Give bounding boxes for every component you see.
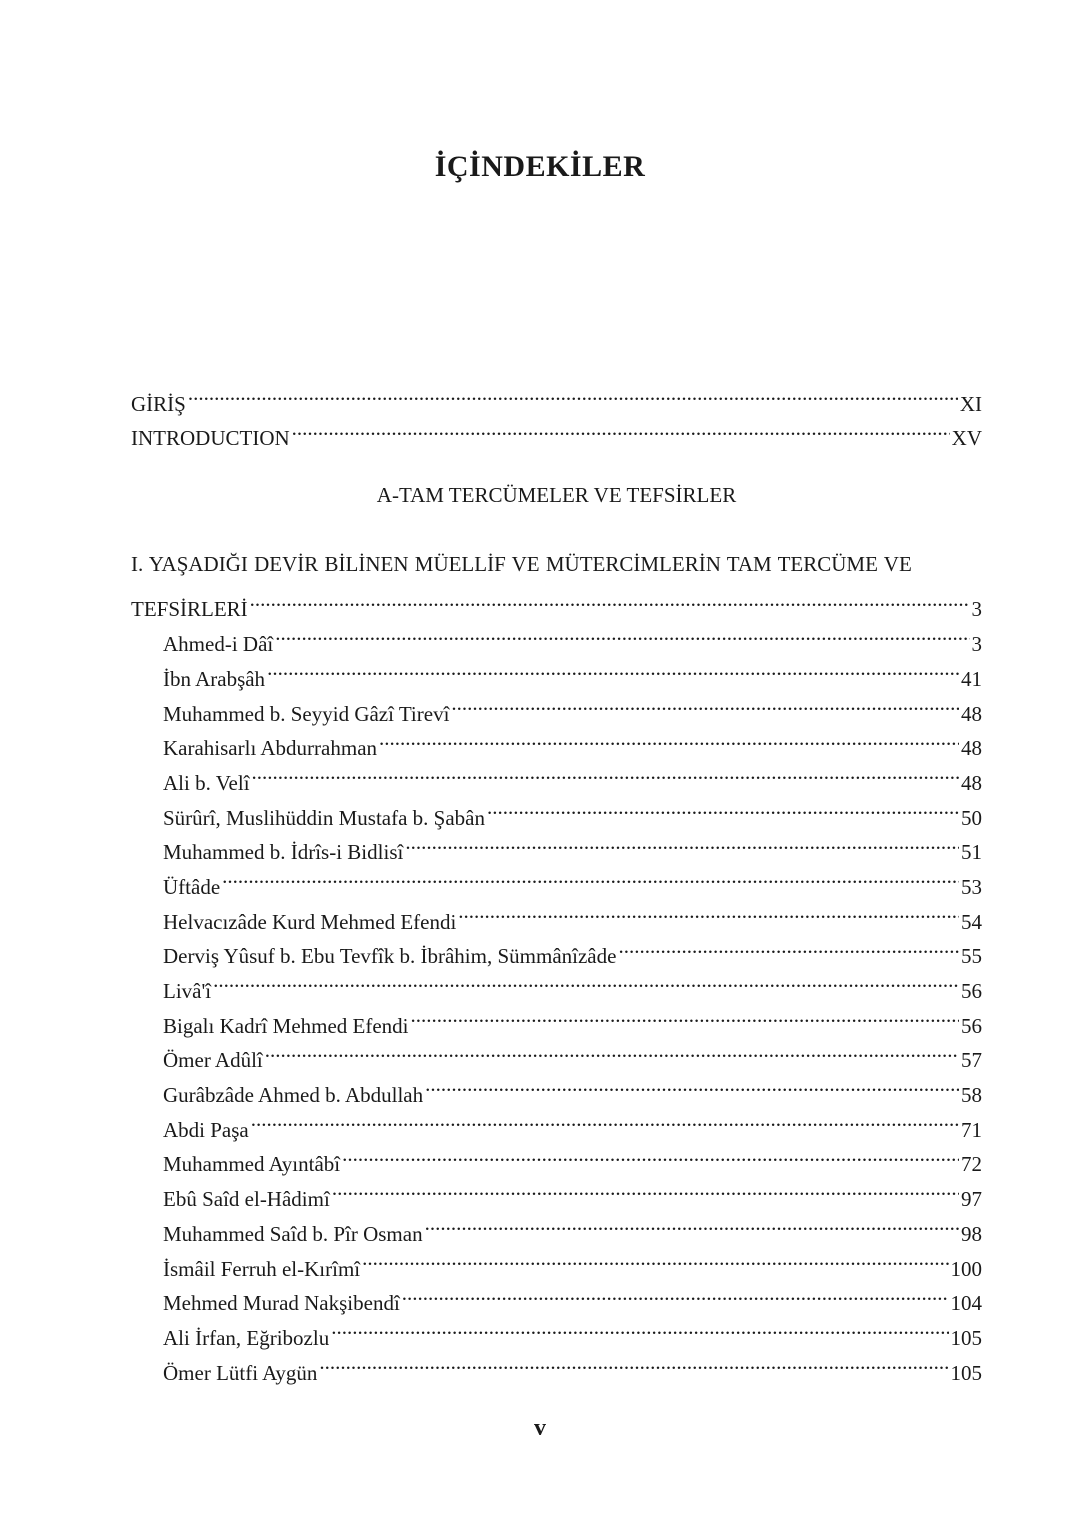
toc-entry-page: 48 (961, 770, 982, 795)
toc-entry[interactable] (131, 790, 982, 830)
dot-leader (252, 755, 959, 790)
dot-leader (379, 721, 959, 756)
dot-leader (411, 998, 959, 1033)
toc-entry-page: 71 (961, 1117, 982, 1142)
toc-entry-label: Ömer Adûlî (163, 1048, 263, 1073)
toc-entry-label: İsmâil Ferruh el-Kırîmî (163, 1256, 361, 1281)
dot-leader (487, 790, 959, 825)
toc-entry-label: Ali b. Velî (163, 770, 250, 795)
toc-entry[interactable] (131, 894, 982, 934)
dot-leader (451, 686, 959, 721)
dot-leader (458, 894, 959, 929)
dot-leader (331, 1310, 948, 1345)
toc-entry-introduction[interactable] (131, 411, 982, 451)
dot-leader (319, 1345, 948, 1380)
dot-leader (425, 1206, 959, 1241)
toc-entry-page: 41 (961, 666, 982, 691)
toc-entry-label: Mehmed Murad Nakşibendî (163, 1291, 400, 1316)
dot-leader (342, 1137, 959, 1172)
toc-entry-label: Sürûrî, Muslihüddin Mustafa b. Şabân (163, 805, 485, 830)
toc-entry-page: 58 (961, 1083, 982, 1108)
toc-entry-label: İbn Arabşâh (163, 666, 266, 691)
toc-entry-label: Ahmed-i Dâî (163, 632, 274, 657)
toc-entry-label: INTRODUCTION (131, 426, 290, 451)
dot-leader (402, 1276, 949, 1311)
dot-leader (250, 582, 970, 617)
toc-entry-label: Karahisarlı Abdurrahman (163, 736, 378, 761)
toc-entry-label: Muhammed b. İdrîs-i Bidlisî (163, 840, 404, 865)
table-of-contents (131, 376, 982, 1385)
toc-entry-label: Ali İrfan, Eğribozlu (163, 1325, 330, 1350)
toc-entry-label: Abdi Paşa (163, 1117, 249, 1142)
chapter-heading: I. YAŞADIĞI DEVİR BİLİNEN MÜELLİF VE MÜTERCİMLERİN TAM TERCÜME VE (131, 552, 912, 577)
toc-entry[interactable] (131, 859, 982, 899)
toc-entry-page: 104 (950, 1291, 982, 1316)
toc-entry-page: 55 (961, 944, 982, 969)
toc-entry-giris[interactable] (131, 376, 982, 416)
page-number: v (534, 1415, 546, 1441)
toc-entry-chapter[interactable] (131, 582, 982, 622)
toc-entry-label: Livâ'î (163, 979, 212, 1003)
dot-leader (222, 859, 959, 894)
toc-entry-label: Ebû Saîd el-Hâdimî (163, 1187, 330, 1212)
toc-entry-label: Muhammed Ayıntâbî (163, 1152, 341, 1177)
toc-entry-page: 97 (961, 1187, 982, 1212)
dot-leader (425, 1067, 959, 1102)
toc-entry-label: GİRİŞ (131, 391, 186, 416)
toc-entry[interactable] (131, 998, 982, 1038)
toc-entry-page: 48 (961, 701, 982, 726)
toc-entry-label: Muhammed Saîd b. Pîr Osman (163, 1221, 423, 1246)
dot-leader (618, 929, 959, 964)
dot-leader (332, 1171, 959, 1206)
toc-entry[interactable] (131, 616, 982, 657)
dot-leader (292, 411, 950, 446)
dot-leader (188, 376, 958, 411)
toc-entry-label: Gurâbzâde Ahmed b. Abdullah (163, 1083, 424, 1108)
dot-leader (267, 651, 959, 686)
toc-entry-page: 56 (961, 1013, 982, 1038)
toc-entry-page: 56 (961, 979, 982, 1003)
toc-entry-page: XI (959, 391, 982, 416)
toc-entry-page: 51 (961, 840, 982, 865)
toc-entry-label: Derviş Yûsuf b. Ebu Tevfîk b. İbrâhim, Sümmânîzâde (163, 944, 617, 969)
dot-leader (213, 963, 959, 998)
toc-entry-page: 54 (961, 909, 982, 934)
dot-leader (362, 1241, 948, 1276)
toc-entry-page: 3 (971, 632, 982, 657)
toc-entry-page: 105 (950, 1360, 982, 1385)
toc-entry-page: 48 (961, 736, 982, 761)
toc-entry[interactable] (131, 1137, 982, 1177)
dot-leader (405, 825, 959, 860)
toc-entry-page: 53 (961, 874, 982, 899)
dot-leader (251, 1102, 959, 1137)
page-title: İÇİNDEKİLER (434, 150, 646, 183)
toc-entry[interactable] (131, 755, 982, 795)
toc-entry-label: Ömer Lütfi Aygün (163, 1360, 318, 1385)
toc-entry-page: 98 (961, 1221, 982, 1246)
toc-entry-label: Üftâde (163, 874, 221, 899)
toc-entry-page: 105 (950, 1325, 982, 1350)
toc-entry-page: XV (951, 426, 982, 451)
toc-entry-page: 50 (961, 805, 982, 830)
dot-leader (275, 616, 969, 651)
toc-entry-label: Bigalı Kadrî Mehmed Efendi (163, 1013, 409, 1038)
toc-entry[interactable] (131, 1102, 982, 1142)
toc-entry-label: Helvacızâde Kurd Mehmed Efendi (163, 909, 457, 934)
toc-entry-page: 3 (971, 597, 982, 622)
toc-entry[interactable] (131, 963, 982, 1003)
toc-entry-page: 72 (961, 1152, 982, 1177)
toc-entry-label: Muhammed b. Seyyid Gâzî Tirevî (163, 701, 450, 726)
toc-entry-page: 100 (950, 1256, 982, 1281)
toc-entry-page: 57 (961, 1048, 982, 1073)
toc-entry-label: TEFSİRLERİ (131, 597, 248, 622)
section-heading: A-TAM TERCÜMELER VE TEFSİRLER (376, 483, 737, 508)
dot-leader (265, 1033, 959, 1068)
